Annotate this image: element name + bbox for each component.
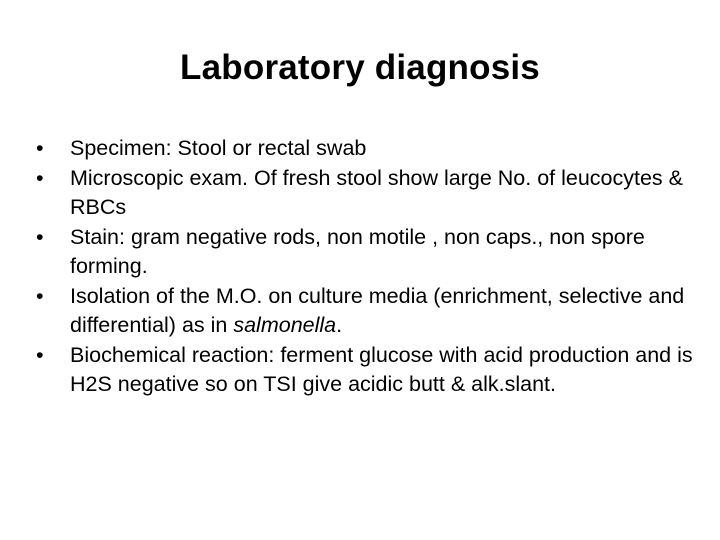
bullet-text-part: Isolation of the M.O. on culture media (enrichment, selective and differential) as in xyxy=(70,283,685,337)
bullet-text-part: . xyxy=(336,313,343,337)
bullet-marker: • xyxy=(36,283,44,308)
bullet-text: Biochemical reaction: ferment glucose with acid production and is H2S negative so on TSI give acidic butt & alk.slant. xyxy=(70,342,693,396)
bullet-item-specimen xyxy=(36,134,696,164)
bullet-marker: • xyxy=(36,224,44,249)
bullet-text: Microscopic exam. Of fresh stool show large No. of leucocytes & RBCs xyxy=(70,165,683,219)
bullet-text: Specimen: Stool or rectal swab xyxy=(70,136,367,160)
bullet-marker: • xyxy=(36,165,44,190)
bullet-item-microscopic-exam xyxy=(36,164,696,223)
bullet-list xyxy=(36,134,696,400)
bullet-text xyxy=(70,284,684,338)
bullet-item-isolation xyxy=(36,282,696,341)
slide-title: Laboratory diagnosis xyxy=(180,48,540,87)
bullet-text-italic: salmonella xyxy=(233,313,337,337)
bullet-item-stain xyxy=(36,223,696,282)
bullet-text: Stain: gram negative rods, non motile , non caps., non spore forming. xyxy=(70,224,645,278)
bullet-marker: • xyxy=(36,136,44,160)
bullet-marker: • xyxy=(36,342,44,367)
bullet-item-biochemical-reaction xyxy=(36,341,696,400)
